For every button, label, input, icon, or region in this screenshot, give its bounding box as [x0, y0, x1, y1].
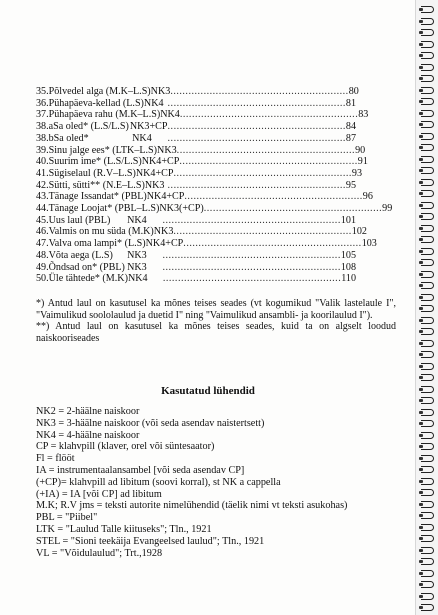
dot-leader: ...........................................................	[203, 203, 383, 215]
binding-coil	[419, 397, 437, 404]
binding-coil	[419, 144, 437, 151]
song-title: Õndsad on* (PBL)	[48, 261, 125, 273]
song-number: 42.	[36, 179, 49, 191]
binding-coil	[419, 374, 437, 381]
song-number: 35.	[36, 86, 49, 97]
binding-coil	[419, 75, 437, 82]
dot-leader: ...........................................................	[162, 261, 341, 273]
dot-leader: ...........................................................	[162, 214, 341, 226]
coil-loop	[421, 236, 434, 243]
coil-loop	[421, 340, 434, 347]
song-title: Sa oled* (L.S/L.S)	[53, 121, 129, 133]
song-row	[36, 109, 369, 121]
coil-loop	[421, 144, 434, 151]
binding-coil	[419, 121, 437, 128]
song-title: Võta aega (L.S)	[48, 249, 113, 261]
dot-leader: ...........................................................	[179, 156, 358, 168]
binding-coil	[419, 501, 437, 508]
binding-coil	[419, 443, 437, 450]
song-title: Sütti, sütti** (N.E–L.S)	[48, 179, 145, 191]
abbreviation-entry: (+CP)= klahvpill ad libitum (soovi korral), st NK a cappella	[36, 476, 281, 488]
song-page-number: 87	[345, 132, 356, 144]
binding-coil	[419, 98, 437, 105]
coil-loop	[421, 604, 434, 611]
dot-leader: ...........................................................	[167, 97, 346, 109]
song-voicing: NK4	[127, 214, 147, 226]
song-row	[36, 238, 377, 250]
coil-loop	[421, 317, 434, 324]
coil-loop	[421, 98, 434, 105]
song-title: Sa oled*	[53, 132, 89, 144]
coil-loop	[421, 41, 434, 48]
song-page-number: 90	[355, 144, 366, 156]
dot-leader: ...........................................................	[176, 144, 356, 156]
song-number: 47.	[36, 238, 49, 250]
coil-loop	[421, 478, 434, 485]
song-row	[36, 98, 356, 110]
song-voicing: NK3	[150, 86, 171, 97]
coil-loop	[421, 570, 434, 577]
song-row	[36, 203, 393, 215]
song-row	[36, 156, 368, 168]
coil-loop	[421, 87, 434, 94]
binding-coil	[419, 604, 437, 611]
song-title: Sügiselaul (R.V–L.S)	[48, 167, 136, 179]
binding-coil	[419, 282, 437, 289]
binding-coil	[419, 294, 437, 301]
binding-coil	[419, 512, 437, 519]
binding-coil	[419, 363, 437, 370]
coil-loop	[421, 213, 434, 220]
song-row	[36, 180, 356, 192]
song-row	[36, 273, 356, 285]
coil-loop	[421, 18, 434, 25]
binding-coil	[419, 190, 437, 197]
song-index-list	[36, 86, 393, 285]
song-voicing: NK4	[132, 132, 152, 144]
song-page-number: 110	[341, 273, 356, 285]
binding-coil	[419, 87, 437, 94]
song-voicing: NK3+CP	[129, 121, 168, 133]
coil-loop	[421, 133, 434, 140]
binding-coil	[419, 466, 437, 473]
abbreviation-entry: Fl = flööt	[36, 453, 75, 465]
song-page-number: 83	[358, 109, 369, 121]
coil-loop	[421, 409, 434, 416]
song-row	[36, 133, 356, 145]
song-voicing: NK3(+CP)	[159, 203, 204, 215]
song-row	[36, 167, 362, 180]
song-page-number: 80	[348, 86, 359, 97]
song-number: 36.	[36, 97, 49, 109]
song-voicing: NK3	[127, 249, 147, 261]
coil-loop	[421, 420, 434, 427]
coil-loop	[421, 259, 434, 266]
song-title: Põlvedel alga (M.K–L.S)	[48, 86, 151, 97]
song-title: Pühapäeva rahu (M.K–L.S)	[48, 109, 161, 121]
song-voicing: NK4	[143, 97, 164, 109]
song-number: 41.	[36, 167, 49, 179]
coil-loop	[421, 248, 434, 255]
binding-coil	[419, 340, 437, 347]
coil-loop	[421, 547, 434, 554]
coil-loop	[421, 351, 434, 358]
binding-coil	[419, 593, 437, 600]
song-voicing: NK4+CP	[146, 191, 185, 203]
song-page-number: 101	[340, 214, 356, 226]
song-voicing: NK3	[127, 261, 147, 273]
song-number: 44.	[36, 203, 49, 215]
dot-leader: ...........................................................	[162, 249, 341, 261]
song-page-number: 96	[362, 191, 373, 203]
binding-coil	[419, 41, 437, 48]
binding-coil	[419, 248, 437, 255]
binding-coil	[419, 558, 437, 565]
song-voicing: NK3	[157, 144, 177, 156]
dot-leader: ...........................................................	[170, 86, 349, 97]
binding-coil	[419, 489, 437, 496]
song-title: Valmis on mu süda (M.K)	[48, 226, 154, 238]
song-page-number: 93	[351, 167, 362, 179]
coil-loop	[421, 443, 434, 450]
song-page-number: 95	[345, 179, 356, 191]
song-number: 49.	[36, 261, 49, 273]
coil-loop	[421, 29, 434, 36]
song-title: Sinu jalge ees* (LTK–L.S)	[48, 144, 158, 156]
binding-coil	[419, 478, 437, 485]
dot-leader: ...........................................................	[183, 238, 362, 250]
song-number: 38.a	[36, 121, 54, 133]
dot-leader: ...........................................................	[179, 109, 359, 121]
dot-leader: ...........................................................	[167, 121, 346, 133]
song-title: Uus laul (PBL)	[48, 214, 111, 226]
song-title: Tänage Issandat* (PBL)	[48, 191, 147, 203]
binding-coil	[419, 259, 437, 266]
binding-coil	[419, 581, 437, 588]
coil-loop	[421, 489, 434, 496]
coil-loop	[421, 581, 434, 588]
abbreviation-entry: NK2 = 2-häälne naiskoor	[36, 406, 140, 417]
dot-leader: ...........................................................	[167, 179, 346, 191]
abbreviation-entry: NK3 = 3-häälne naiskoor (või seda asendav naistertsett)	[36, 417, 265, 429]
abbreviation-entry: M.K; R.V jms = teksti autorite nimelühendid (täelik nimi vt teksti asukohas)	[36, 500, 348, 512]
coil-loop	[421, 455, 434, 462]
song-title: Üle tähtede* (M.K)	[48, 273, 128, 285]
binding-coil	[419, 420, 437, 427]
dot-leader: ...........................................................	[162, 273, 342, 285]
coil-loop	[421, 167, 434, 174]
coil-loop	[421, 52, 434, 59]
song-page-number: 105	[340, 249, 356, 261]
song-voicing: NK4	[160, 109, 180, 121]
binding-coil	[419, 409, 437, 416]
spiral-binding	[415, 0, 438, 615]
binding-coil	[419, 570, 437, 577]
coil-loop	[421, 512, 434, 519]
coil-loop	[421, 374, 434, 381]
song-number: 48.	[36, 249, 49, 261]
coil-loop	[421, 466, 434, 473]
song-page-number: 103	[361, 238, 377, 250]
abbreviation-entry: VL = "Võidulaulud"; Trt.,1928	[36, 547, 163, 559]
song-title: Suurim ime* (L.S/L.S)	[48, 156, 142, 168]
binding-coil	[419, 52, 437, 59]
coil-loop	[421, 432, 434, 439]
binding-coil	[419, 305, 437, 312]
coil-loop	[421, 156, 434, 163]
song-row	[36, 86, 359, 98]
coil-loop	[421, 558, 434, 565]
song-row	[36, 215, 356, 227]
coil-loop	[421, 363, 434, 370]
footnote-double-star: **) Antud laul on kasutusel ka mõnes teises seades, kuid ta on algselt loodud naiskooriseades	[36, 321, 396, 344]
binding-coil	[419, 271, 437, 278]
song-title: Tänage Loojat* (PBL–L.S)	[48, 203, 160, 215]
binding-coil	[419, 213, 437, 220]
binding-coil	[419, 133, 437, 140]
song-page-number: 81	[345, 97, 356, 109]
abbreviation-entry: (+IA) = IA [või CP] ad libitum	[36, 488, 162, 500]
song-voicing: NK3	[153, 226, 174, 238]
coil-loop	[421, 179, 434, 186]
binding-coil	[419, 167, 437, 174]
coil-loop	[421, 386, 434, 393]
binding-coil	[419, 236, 437, 243]
binding-coil	[419, 64, 437, 71]
abbreviation-entry: NK4 = 4-häälne naiskoor	[36, 429, 140, 441]
footnotes	[36, 298, 396, 344]
song-number: 40.	[36, 156, 49, 168]
song-row	[36, 144, 366, 157]
song-number: 37.	[36, 109, 49, 121]
binding-coil	[419, 524, 437, 531]
coil-loop	[421, 64, 434, 71]
song-number: 39.	[36, 144, 49, 156]
coil-loop	[421, 190, 434, 197]
song-row	[36, 121, 356, 133]
song-voicing: NK4+CP	[145, 238, 184, 250]
footnote-single-star: *) Antud laul on kasutusel ka mõnes teises seades (vt kogumikud "Valik lastelaule I", "Vaimulikud soololaulud ja duetid I" ning "Vaimulikud ansambli- ja koorilaulud I").	[36, 298, 396, 321]
song-row	[36, 262, 356, 274]
binding-coil	[419, 225, 437, 232]
song-page-number: 102	[351, 226, 367, 238]
coil-loop	[421, 535, 434, 542]
binding-coil	[419, 179, 437, 186]
binding-coil	[419, 386, 437, 393]
binding-coil	[419, 156, 437, 163]
coil-loop	[421, 328, 434, 335]
song-page-number: 99	[382, 203, 393, 215]
coil-loop	[421, 282, 434, 289]
song-row	[36, 250, 356, 262]
song-voicing: NK4	[127, 273, 148, 285]
dot-leader: ...........................................................	[167, 132, 346, 144]
song-number: 46.	[36, 226, 49, 238]
coil-loop	[421, 6, 434, 13]
dot-leader: ...........................................................	[173, 226, 352, 238]
song-row	[36, 191, 373, 203]
dot-leader: ...........................................................	[184, 191, 363, 203]
coil-loop	[421, 225, 434, 232]
song-page-number: 108	[340, 261, 356, 273]
binding-coil	[419, 351, 437, 358]
abbreviation-entry: CP = klahvpill (klaver, orel või süntesaator)	[36, 441, 215, 453]
binding-coil	[419, 110, 437, 117]
binding-coil	[419, 328, 437, 335]
abbreviation-entry: LTK = "Laulud Talle kiituseks"; Tln., 1921	[36, 523, 212, 535]
song-page-number: 91	[357, 156, 368, 168]
song-voicing: NK4+CP	[135, 167, 174, 179]
binding-coil	[419, 18, 437, 25]
abbreviation-entry: PBL = "Piibel"	[36, 512, 98, 524]
dot-leader: ...........................................................	[173, 167, 352, 179]
coil-loop	[421, 271, 434, 278]
coil-loop	[421, 524, 434, 531]
binding-coil	[419, 317, 437, 324]
binding-coil	[419, 6, 437, 13]
coil-loop	[421, 202, 434, 209]
coil-loop	[421, 397, 434, 404]
coil-loop	[421, 110, 434, 117]
coil-loop	[421, 501, 434, 508]
song-number: 50.	[36, 273, 49, 285]
song-number: 45.	[36, 214, 49, 226]
binding-coil	[419, 432, 437, 439]
binding-coil	[419, 202, 437, 209]
binding-coil	[419, 547, 437, 554]
binding-coil	[419, 29, 437, 36]
abbreviations-list	[36, 406, 416, 559]
abbreviations-heading: Kasutatud lühendid	[161, 385, 255, 397]
song-page-number: 84	[345, 121, 356, 133]
coil-loop	[421, 75, 434, 82]
binding-coil	[419, 455, 437, 462]
coil-loop	[421, 593, 434, 600]
song-title: Valva oma lampi* (L.S)	[48, 238, 146, 250]
song-title: Pühapäeva-kellad (L.S)	[48, 97, 144, 109]
song-number: 38.b	[36, 132, 54, 144]
coil-loop	[421, 305, 434, 312]
song-number: 43.	[36, 191, 49, 203]
song-voicing: NK3	[144, 179, 165, 191]
coil-loop	[421, 294, 434, 301]
song-voicing: NK4+CP	[141, 156, 180, 168]
coil-loop	[421, 121, 434, 128]
binding-coil	[419, 535, 437, 542]
abbreviation-entry: IA = instrumentaalansambel [või seda asendav CP]	[36, 464, 245, 476]
song-row	[36, 226, 367, 238]
abbreviation-entry: STEL = "Sioni teekäija Evangeelsed laulud"; Tln., 1921	[36, 535, 265, 547]
